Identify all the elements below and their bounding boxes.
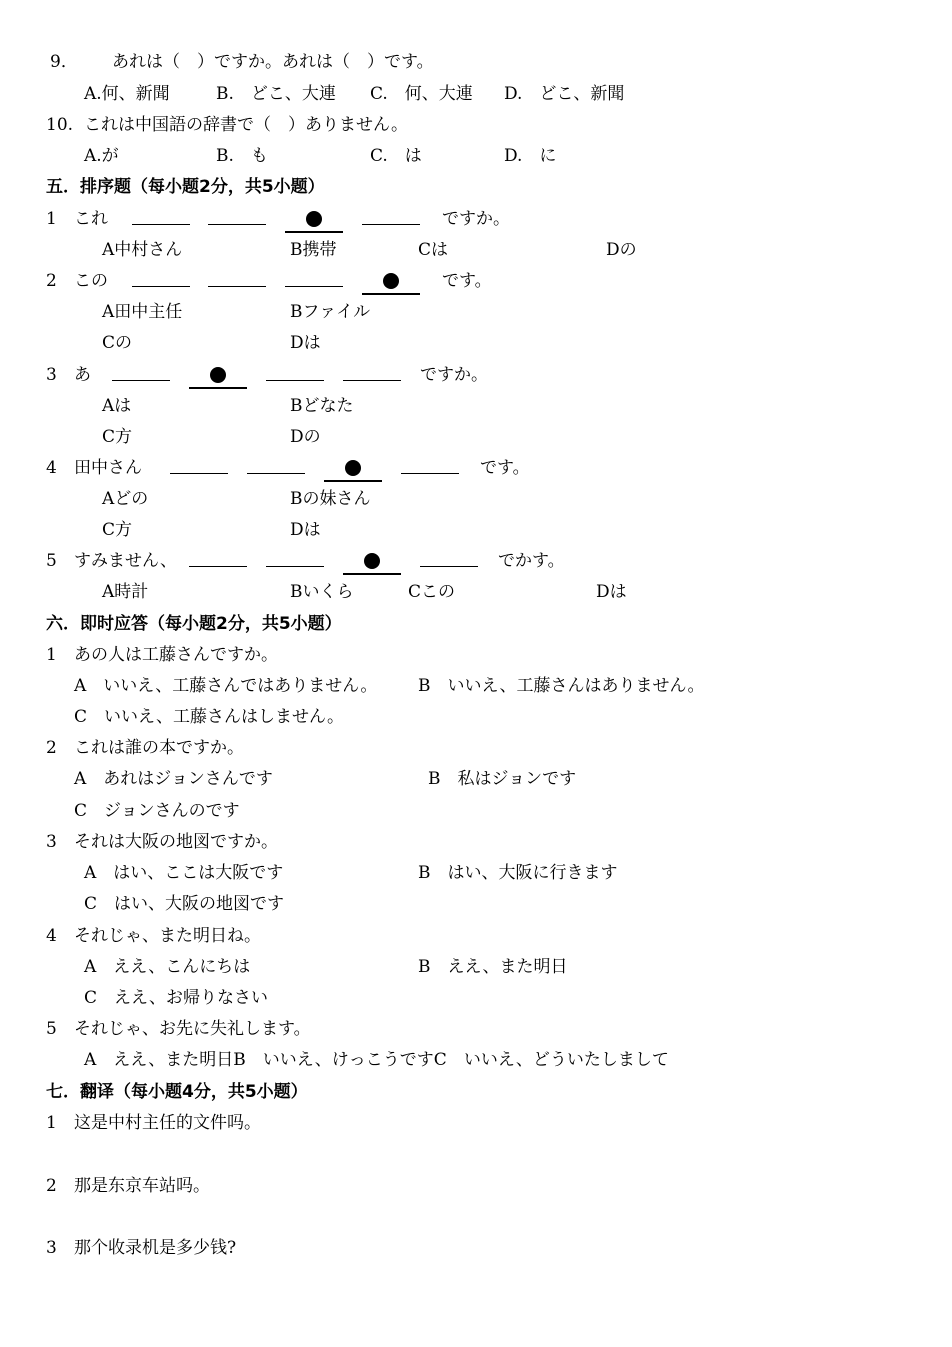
blank-line — [132, 224, 190, 225]
item-prefix: すみません、 — [74, 551, 178, 571]
blank-line — [343, 380, 401, 381]
blank-line — [247, 473, 305, 474]
option-c: C. 何、大連 — [370, 84, 473, 104]
option-a: A いいえ、工藤さんではありません。 — [74, 676, 378, 696]
option-b: B いいえ、工藤さんはありません。 — [418, 676, 705, 696]
dot-icon — [364, 553, 380, 569]
option-d: D. に — [504, 146, 557, 166]
answer-blank — [285, 209, 343, 233]
item-suffix: です。 — [480, 458, 530, 478]
blank-line — [170, 473, 228, 474]
item-prefix: これ — [74, 209, 108, 229]
option-b: B. も — [216, 146, 268, 166]
answer-blank — [324, 458, 382, 482]
item-prefix: あ — [74, 365, 91, 385]
option-c: C いいえ、工藤さんはしません。 — [74, 707, 345, 727]
question-number: 9． — [50, 52, 78, 72]
item-question: これは誰の本ですか。 — [74, 738, 244, 758]
item-number: 5 — [46, 1019, 57, 1039]
option-c: Cこの — [408, 582, 456, 602]
item-number: 3 — [46, 832, 57, 852]
answer-blank — [189, 365, 247, 389]
item-question: それじゃ、また明日ね。 — [74, 926, 261, 946]
item-question: あの人は工藤さんですか。 — [74, 645, 278, 665]
blank-line — [208, 286, 266, 287]
item-suffix: ですか。 — [442, 209, 510, 229]
item-suffix: ですか。 — [420, 365, 488, 385]
option-c: C. は — [370, 146, 422, 166]
ordering-item-1 — [0, 205, 952, 233]
ordering-item-5 — [0, 547, 952, 575]
option-a: A時計 — [102, 582, 149, 602]
item-suffix: でかす。 — [498, 551, 565, 571]
option-a: A.何、新聞 — [84, 84, 170, 104]
option-b: B ええ、また明日 — [418, 957, 568, 977]
option-d: Dの — [606, 240, 637, 260]
blank-line — [208, 224, 266, 225]
blank-line — [266, 380, 324, 381]
dot-icon — [210, 367, 226, 383]
answer-blank — [343, 551, 401, 575]
item-number: 3 — [46, 365, 57, 385]
option-a: A はい、ここは大阪です — [84, 863, 284, 883]
option-b: B はい、大阪に行きます — [418, 863, 618, 883]
question-text: あれは（ ）ですか。あれは（ ）です。 — [112, 52, 434, 72]
item-suffix: です。 — [442, 271, 492, 291]
question-text: これは中国語の辞書で（ ）ありません。 — [84, 115, 409, 135]
option-a: A ええ、こんにちは — [84, 957, 251, 977]
option-a: Aは — [102, 396, 132, 416]
item-question: それじゃ、お先に失礼します。 — [74, 1019, 311, 1039]
item-text: 那是东京车站吗。 — [74, 1176, 210, 1196]
options-text: A ええ、また明日B いいえ、けっこうですC いいえ、どういたしまして — [84, 1050, 669, 1070]
blank-line — [132, 286, 190, 287]
option-b: B. どこ、大連 — [216, 84, 336, 104]
option-c: C はい、大阪の地図です — [84, 894, 285, 914]
option-a: A あれはジョンさんです — [74, 769, 273, 789]
blank-line — [362, 224, 420, 225]
option-d: Dは — [290, 333, 321, 353]
option-a: Aどの — [102, 489, 149, 509]
option-d: Dは — [596, 582, 627, 602]
option-b: B携帯 — [290, 240, 337, 260]
item-prefix: この — [74, 271, 108, 291]
item-number: 1 — [46, 645, 57, 665]
item-number: 4 — [46, 926, 57, 946]
blank-line — [401, 473, 459, 474]
blank-line — [189, 566, 247, 567]
section-title: 五．排序题（每小题2分，共5小题） — [46, 177, 325, 197]
ordering-item-2 — [0, 267, 952, 295]
option-c: C方 — [102, 520, 133, 540]
item-number: 1 — [46, 1113, 57, 1133]
item-number: 3 — [46, 1238, 57, 1258]
blank-line — [266, 566, 324, 567]
option-c: C ジョンさんのです — [74, 801, 240, 821]
option-d: Dの — [290, 427, 321, 447]
option-a: A田中主任 — [102, 302, 183, 322]
item-number: 2 — [46, 271, 57, 291]
section-title: 六．即时应答（每小题2分，共5小题） — [46, 614, 342, 634]
answer-blank — [362, 271, 420, 295]
option-a: A中村さん — [102, 240, 183, 260]
question-number: 10. — [46, 115, 74, 135]
item-number: 2 — [46, 1176, 57, 1196]
ordering-item-4 — [0, 454, 952, 482]
blank-line — [285, 286, 343, 287]
item-number: 4 — [46, 458, 57, 478]
option-b: Bどなた — [290, 396, 354, 416]
option-c: Cは — [418, 240, 449, 260]
dot-icon — [345, 460, 361, 476]
option-a: A.が — [84, 146, 119, 166]
option-b: Bいくら — [290, 582, 354, 602]
item-number: 5 — [46, 551, 57, 571]
ordering-item-3 — [0, 361, 952, 389]
dot-icon — [306, 211, 322, 227]
option-b: Bファイル — [290, 302, 371, 322]
blank-line — [420, 566, 478, 567]
item-number: 1 — [46, 209, 57, 229]
item-number: 2 — [46, 738, 57, 758]
option-c: Cの — [102, 333, 133, 353]
item-text: 那个收录机是多少钱? — [74, 1238, 237, 1258]
dot-icon — [383, 273, 399, 289]
option-b: Bの妹さん — [290, 489, 371, 509]
option-c: C ええ、お帰りなさい — [84, 988, 269, 1008]
item-prefix: 田中さん — [74, 458, 142, 478]
item-question: それは大阪の地図ですか。 — [74, 832, 278, 852]
blank-line — [112, 380, 170, 381]
option-b: B 私はジョンです — [428, 769, 577, 789]
option-d: D. どこ、新聞 — [504, 84, 625, 104]
item-text: 这是中村主任的文件吗。 — [74, 1113, 261, 1133]
section-title: 七．翻译（每小题4分，共5小题） — [46, 1082, 308, 1102]
option-c: C方 — [102, 427, 133, 447]
option-d: Dは — [290, 520, 321, 540]
